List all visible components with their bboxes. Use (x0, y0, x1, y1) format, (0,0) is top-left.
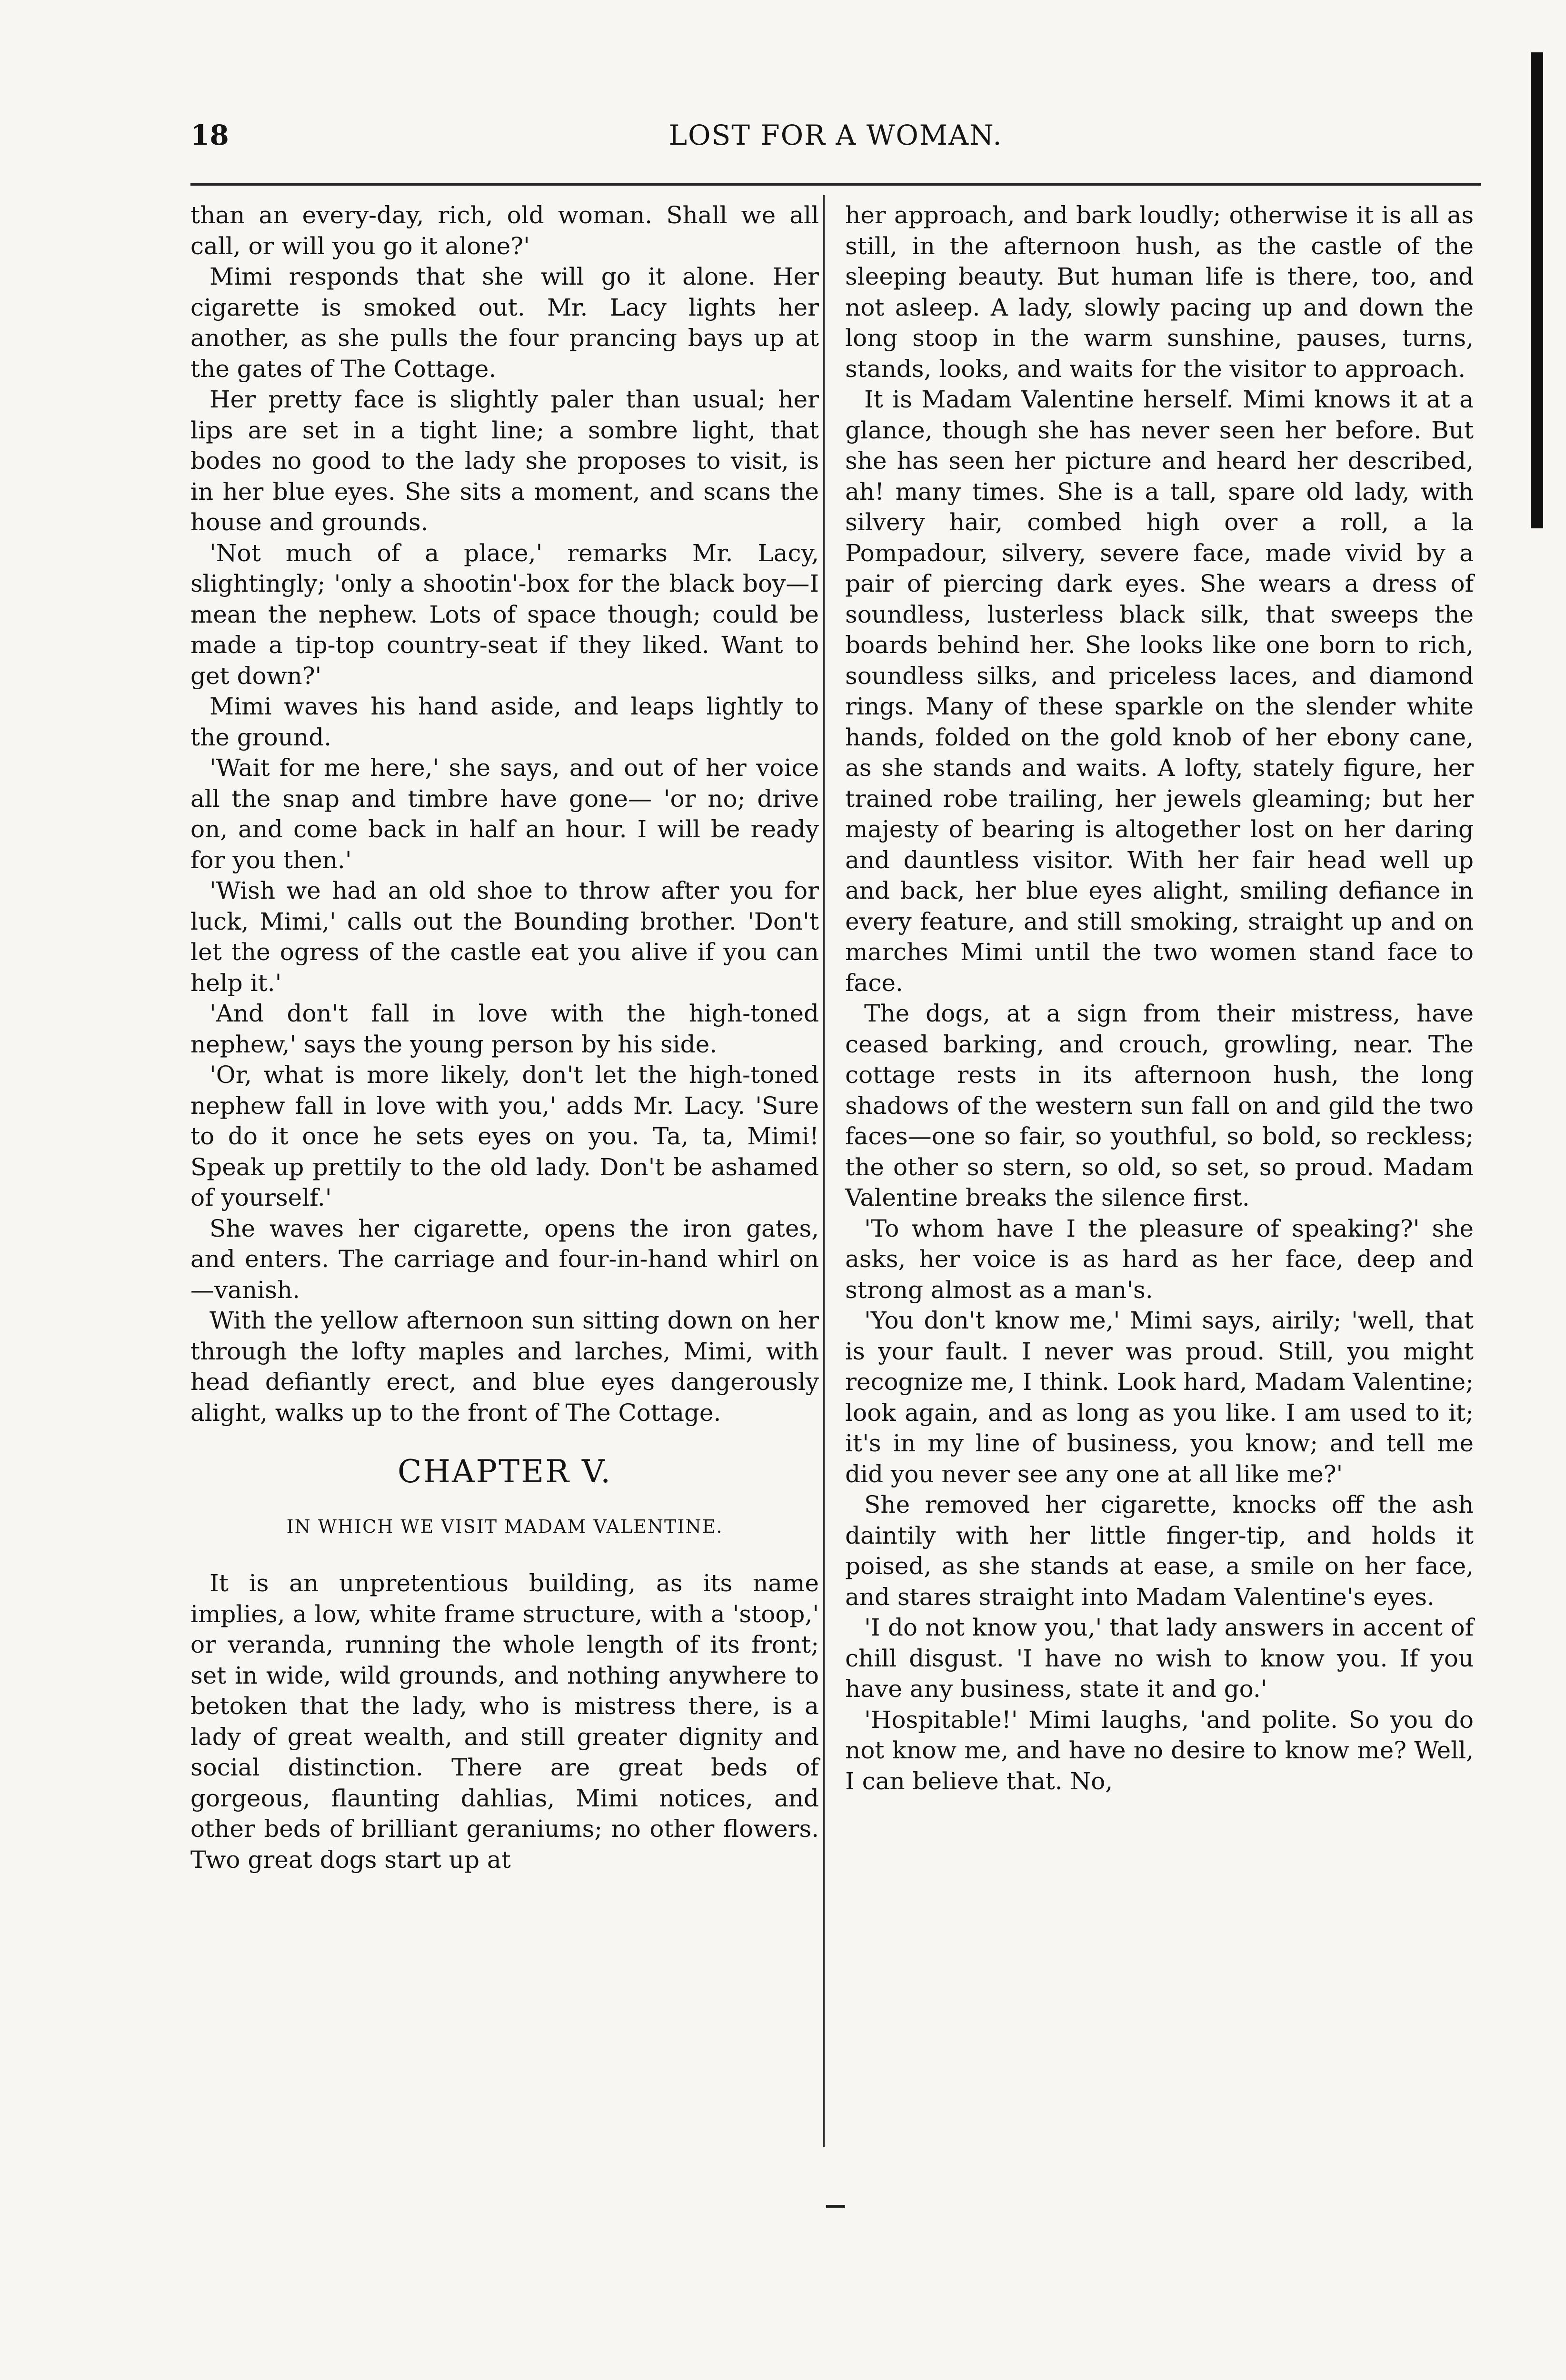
left-column (190, 200, 819, 1875)
paragraph: She waves her cigarette, opens the iron gates, and enters. The carriage and four-in-hand whirl on—vanish. (190, 1214, 819, 1304)
paragraph: Mimi waves his hand aside, and leaps lightly to the ground. (190, 693, 819, 751)
page-header (190, 119, 1481, 190)
chapter-heading: CHAPTER V. (397, 1453, 612, 1490)
paragraph: 'Hospitable!' Mimi laughs, 'and polite. So you do not know me, and have no desire to know me? Well, I can believe that. No, (845, 1706, 1474, 1795)
chapter-subtitle: IN WHICH WE VISIT MADAM VALENTINE. (286, 1516, 723, 1537)
paragraph: It is an unpretentious building, as its name implies, a low, white frame structure, with a 'stoop,' or veranda, running the whole length of its front; set in wide, wild grounds, and nothing anywhere to betoken that the lady, who is mistress there, is a lady of great wealth, and still greater dignity and social distinction. There are great beds of gorgeous, flaunting dahlias, Mimi notices, and other beds of brilliant geraniums; no other flowers. Two great dogs start up at (190, 1569, 819, 1874)
paragraph: 'Not much of a place,' remarks Mr. Lacy, slightingly; 'only a shootin'-box for the black boy—I mean the nephew. Lots of space though; could be made a tip-top country-seat if they liked. Want to get down?' (190, 539, 819, 690)
paragraph: The dogs, at a sign from their mistress, have ceased barking, and crouch, growling, near. The cottage rests in its afternoon hush, the long shadows of the western sun fall on and gild the two faces—one so fair, so youthful, so bold, so reckless; the other so stern, so old, so set, so proud. Madam Valentine breaks the silence first. (845, 1000, 1474, 1211)
paragraph: than an every-day, rich, old woman. Shall we all call, or will you go it alone?' (190, 201, 819, 260)
paragraph: Mimi responds that she will go it alone. Her cigarette is smoked out. Mr. Lacy lights her another, as she pulls the four prancing bays up at the gates of The Cottage. (190, 263, 819, 383)
paragraph: 'Or, what is more likely, don't let the high-toned nephew fall in love with you,' adds Mr. Lacy. 'Sure to do it once he sets eyes on you. Ta, ta, Mimi! Speak up prettily to the old lady. Don't be ashamed of yourself.' (190, 1061, 819, 1211)
paragraph: 'You don't know me,' Mimi says, airily; 'well, that is your fault. I never was proud. Still, you might recognize me, I think. Look hard, Madam Valentine; look again, and as long as you like. I am used to it; it's in my line of business, you know; and tell me did you never see any one at all like me?' (845, 1307, 1474, 1488)
paragraph: 'To whom have I the pleasure of speaking?' she asks, her voice is as hard as her face, deep and strong almost as a man's. (845, 1214, 1474, 1304)
paragraph: her approach, and bark loudly; otherwise it is all as still, in the afternoon hush, as the castle of the sleeping beauty. But human life is there, too, and not asleep. A lady, slowly pacing up and down the long stoop in the warm sunshine, pauses, turns, stands, looks, and waits for the visitor to approach. (845, 201, 1474, 383)
paragraph: It is Madam Valentine herself. Mimi knows it at a glance, though she has never seen her before. But she has seen her picture and heard her described, ah! many times. She is a tall, spare old lady, with silvery hair, combed high over a roll, a la Pompadour, silvery, severe face, made vivid by a pair of piercing dark eyes. She wears a dress of soundless, lusterless black silk, that sweeps the boards behind her. She looks like one born to rich, soundless silks, and priceless laces, and diamond rings. Many of these sparkle on the slender white hands, folded on the gold knob of her ebony cane, as she stands and waits. A lofty, stately figure, her trained robe trailing, her jewels gleaming; but her majesty of bearing is altogether lost on her daring and dauntless visitor. With her fair head well up and back, her blue eyes alight, smiling defiance in every feature, and still smoking, straight up and on marches Mimi until the two women stand face to face. (845, 386, 1474, 997)
paragraph: 'Wait for me here,' she says, and out of her voice all the snap and timbre have gone— 'or no; drive on, and come back in half an hour. I will be ready for you then.' (190, 754, 819, 874)
column-divider (823, 195, 825, 2147)
paragraph: With the yellow afternoon sun sitting down on her through the lofty maples and larches, Mimi, with head defiantly erect, and blue eyes dangerously alight, walks up to the front of The Cottage. (190, 1307, 819, 1427)
running-title: LOST FOR A WOMAN. (668, 119, 1003, 151)
paragraph: 'And don't fall in love with the high-toned nephew,' says the young person by his side. (190, 1000, 819, 1058)
header-rule (190, 183, 1481, 186)
page-number: 18 (190, 119, 229, 151)
paragraph: She removed her cigarette, knocks off the ash daintily with her little finger-tip, and holds it poised, as she stands at ease, a smile on her face, and stares straight into Madam Valentine's eyes. (845, 1491, 1474, 1611)
right-column (845, 200, 1474, 1796)
paragraph: 'I do not know you,' that lady answers in accent of chill disgust. 'I have no wish to know you. If you have any business, state it and go.' (845, 1614, 1474, 1703)
paragraph: Her pretty face is slightly paler than usual; her lips are set in a tight line; a sombre light, that bodes no good to the lady she proposes to visit, is in her blue eyes. She sits a moment, and scans the house and grounds. (190, 386, 819, 536)
footer-dash (826, 2205, 845, 2208)
paragraph: 'Wish we had an old shoe to throw after you for luck, Mimi,' calls out the Bounding brother. 'Don't let the ogress of the castle eat you alive if you can help it.' (190, 877, 819, 997)
scan-edge-bar (1531, 52, 1543, 528)
